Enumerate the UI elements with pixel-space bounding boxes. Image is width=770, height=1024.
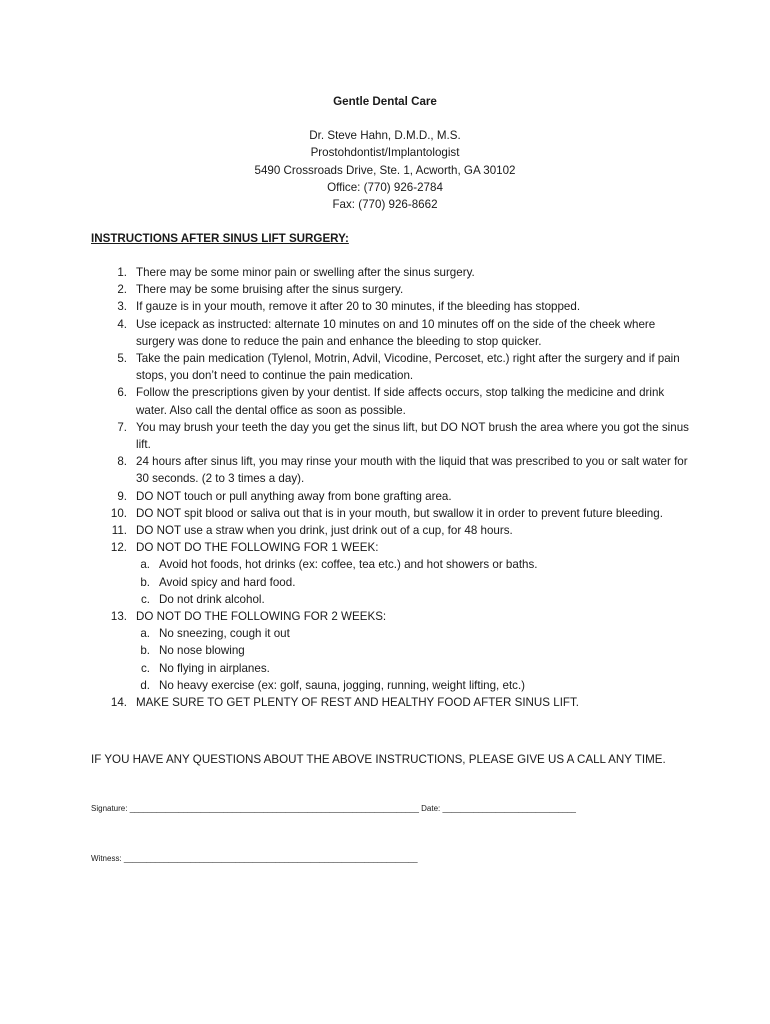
signature-field[interactable]: _________________________________________________________________ [129, 804, 419, 813]
sub-item-letter: c. [140, 661, 150, 675]
item-text: Take the pain medication (Tylenol, Motrin, Advil, Vicodine, Percoset, etc.) right after the surgery and if pain stops, you don’t need to continue the pain medication. [136, 352, 680, 383]
sub-item-letter: b. [140, 644, 150, 658]
sub-item-text: Avoid spicy and hard food. [159, 575, 296, 589]
list-item [91, 298, 691, 315]
practice-name: Gentle Dental Care [333, 95, 437, 108]
list-item [91, 419, 691, 453]
list-item [91, 608, 691, 694]
item-number: 14. [110, 696, 127, 710]
list-item [91, 505, 691, 522]
sub-list-item [136, 574, 691, 591]
list-item [91, 316, 691, 350]
sub-list-item [136, 591, 691, 608]
list-item [91, 281, 691, 298]
list-item [91, 488, 691, 505]
sub-item-text: No sneezing, cough it out [159, 627, 290, 641]
list-item [91, 384, 691, 418]
list-item [91, 264, 691, 281]
sub-item-text: No heavy exercise (ex: golf, sauna, jogging, running, weight lifting, etc.) [159, 678, 526, 692]
item-text: DO NOT DO THE FOLLOWING FOR 1 WEEK: [136, 541, 379, 555]
item-text: There may be some minor pain or swelling after the sinus surgery. [136, 266, 475, 279]
sub-list-item [136, 556, 691, 573]
date-label: Date: [421, 804, 441, 813]
list-item [91, 350, 691, 384]
item-number: 8. [117, 455, 127, 469]
item-text: There may be some bruising after the sinus surgery. [136, 283, 404, 297]
sub-list-item [136, 677, 691, 694]
sub-item-text: Avoid hot foods, hot drinks (ex: coffee, tea etc.) and hot showers or baths. [159, 558, 538, 572]
fax-number: Fax: (770) 926-8662 [332, 198, 438, 212]
sub-item-letter: b. [140, 575, 150, 589]
item-number: 5. [117, 352, 127, 366]
sub-item-letter: a. [140, 558, 150, 572]
item-number: 1. [117, 266, 127, 279]
item-number: 13. [110, 610, 127, 624]
item-number: 4. [117, 317, 127, 331]
item-text: DO NOT DO THE FOLLOWING FOR 2 WEEKS: [136, 610, 387, 624]
item-number: 9. [117, 489, 127, 503]
letterhead [0, 93, 770, 213]
item-number: 6. [117, 386, 127, 400]
witness-field[interactable]: __________________________________________________________________ [123, 854, 418, 863]
date-field[interactable]: ______________________________ [442, 804, 576, 813]
item-text: 24 hours after sinus lift, you may rinse your mouth with the liquid that was prescribed to you or salt water for 30 seconds. (2 to 3 times a day). [136, 455, 688, 486]
closing-note: IF YOU HAVE ANY QUESTIONS ABOUT THE ABOVE INSTRUCTIONS, PLEASE GIVE US A CALL ANY TIME. [91, 753, 666, 766]
instructions-list [91, 264, 691, 711]
item-text: If gauze is in your mouth, remove it after 20 to 30 minutes, if the bleeding has stopped. [136, 300, 581, 314]
list-item [91, 453, 691, 487]
item-number: 3. [117, 300, 127, 314]
item-number: 10. [110, 506, 127, 520]
dentist-name: Dr. Steve Hahn, D.M.D., M.S. [309, 129, 461, 143]
list-item [91, 694, 691, 711]
office-phone: Office: (770) 926-2784 [327, 180, 443, 194]
list-item [91, 522, 691, 539]
signature-row [91, 803, 576, 815]
practice-address: 5490 Crossroads Drive, Ste. 1, Acworth, GA 30102 [254, 163, 516, 177]
dentist-specialty: Prostohdontist/Implantologist [310, 146, 460, 160]
signature-label: Signature: [91, 804, 128, 813]
item-text: DO NOT use a straw when you drink, just drink out of a cup, for 48 hours. [136, 524, 513, 538]
sub-item-text: Do not drink alcohol. [159, 592, 265, 606]
item-text: DO NOT touch or pull anything away from bone grafting area. [136, 489, 452, 503]
item-text: MAKE SURE TO GET PLENTY OF REST AND HEALTHY FOOD AFTER SINUS LIFT. [136, 696, 580, 710]
item-number: 11. [111, 524, 127, 538]
item-text: Follow the prescriptions given by your dentist. If side affects occurs, stop talking the medicine and drink water. Also call the dental office as soon as possible. [136, 386, 665, 417]
list-item [91, 539, 691, 608]
sub-item-text: No nose blowing [159, 644, 245, 658]
sub-item-letter: a. [140, 627, 150, 641]
sub-item-text: No flying in airplanes. [159, 661, 270, 675]
sub-item-letter: d. [140, 678, 150, 692]
sub-item-letter: c. [140, 592, 150, 606]
item-number: 2. [117, 283, 127, 297]
sub-list-item [136, 660, 691, 677]
witness-row [91, 853, 418, 865]
witness-label: Witness: [91, 854, 122, 863]
item-number: 12. [110, 541, 127, 555]
sub-list-item [136, 642, 691, 659]
sub-list-item [136, 625, 691, 642]
item-number: 7. [117, 420, 127, 434]
item-text: You may brush your teeth the day you get the sinus lift, but DO NOT brush the area where you got the sinus lift. [136, 420, 689, 452]
section-heading: INSTRUCTIONS AFTER SINUS LIFT SURGERY: [91, 232, 349, 245]
item-text: Use icepack as instructed: alternate 10 minutes on and 10 minutes off on the side of the cheek where surgery was done to reduce the pain and enhance the bleeding to stop quicker. [136, 317, 656, 348]
item-text: DO NOT spit blood or saliva out that is in your mouth, but swallow it in order to prevent future bleeding. [136, 506, 663, 520]
